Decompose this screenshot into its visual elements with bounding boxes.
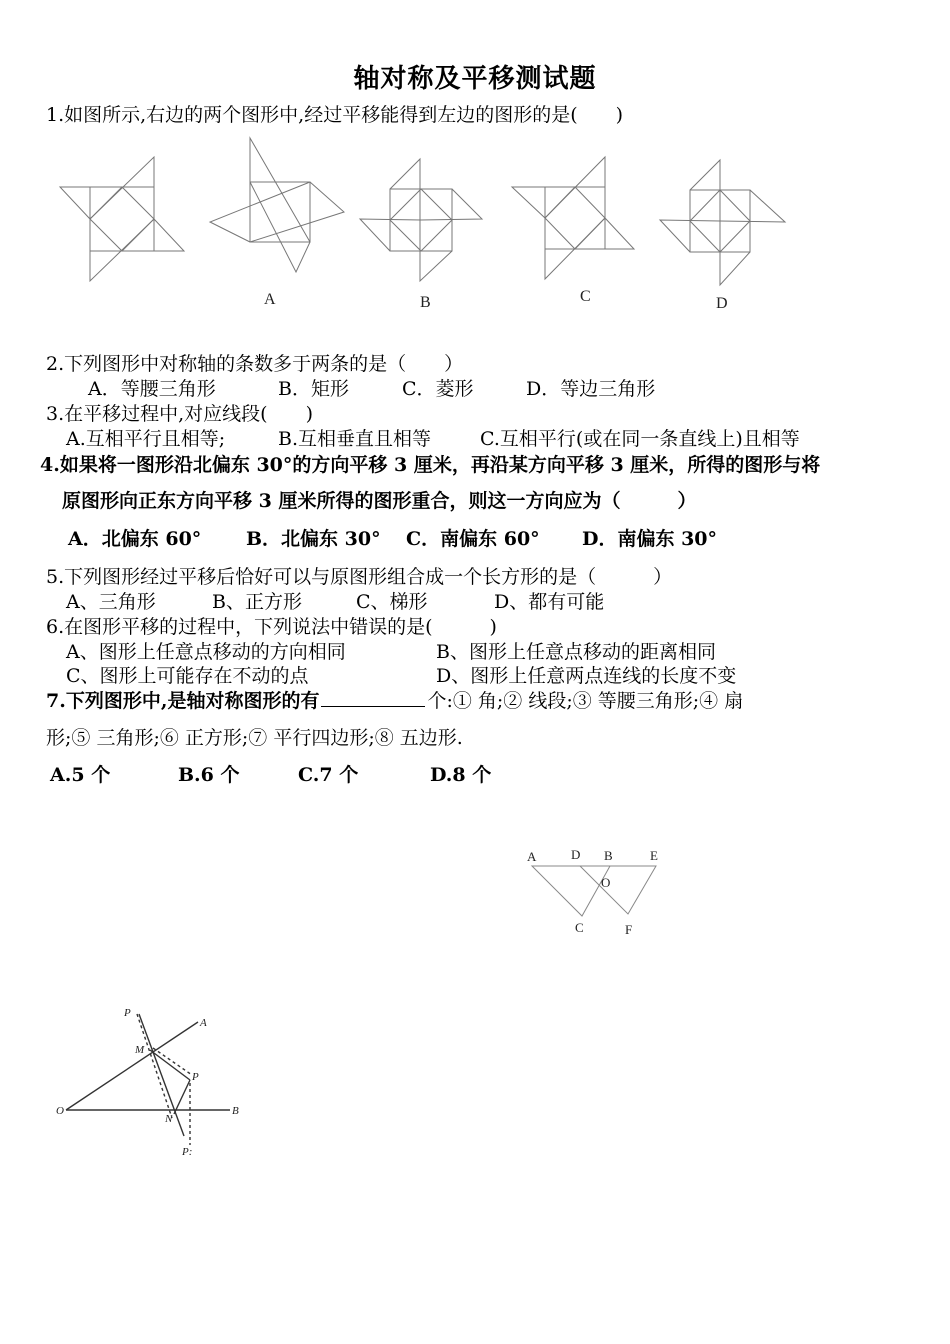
option-label-c: C — [580, 288, 591, 305]
question-7-option-d: D.8 个 — [430, 764, 492, 786]
question-4-option-c: C．南偏东 60° — [406, 528, 540, 550]
question-4-stem-line-1: 4.如果将一图形沿北偏东 30°的方向平移 3 厘米，再沿某方向平移 3 厘米，所得的图形与将 — [40, 454, 821, 476]
question-5-option-c: C、梯形 — [356, 591, 428, 613]
question-4-option-d: D．南偏东 30° — [582, 528, 718, 550]
pinwheel-option-b — [360, 159, 482, 281]
point-label-b: B — [604, 848, 613, 863]
page-title: 轴对称及平移测试题 — [353, 64, 597, 94]
triangle-translation-figure — [520, 840, 670, 940]
question-4-option-a: A．北偏东 60° — [68, 528, 202, 550]
pinwheel-original — [60, 157, 184, 281]
question-7-option-b: B.6 个 — [178, 764, 240, 786]
question-5-option-b: B、正方形 — [212, 591, 302, 613]
point-label-f: F — [625, 922, 633, 937]
point-label-n: N — [165, 1113, 173, 1125]
point-label-b-ray: B — [232, 1105, 239, 1117]
question-6-option-b: B、图形上任意点移动的距离相同 — [436, 641, 716, 663]
answer-blank[interactable] — [321, 688, 425, 707]
question-3-option-b: B.互相垂直且相等 — [278, 428, 432, 450]
point-label-m: M — [135, 1044, 145, 1056]
pinwheel-option-a — [210, 138, 344, 272]
point-label-o: O — [601, 875, 611, 890]
question-1-stem: 1.如图所示,右边的两个图形中,经过平移能得到左边的图形的是( ) — [46, 104, 624, 126]
question-4-stem-line-2: 原图形向正东方向平移 3 厘米所得的图形重合，则这一方向应为（ ） — [62, 490, 697, 512]
question-7-stem-line-1 — [46, 686, 743, 713]
question-1-figure — [0, 130, 950, 330]
question-5-stem: 5.下列图形经过平移后恰好可以与原图形组合成一个长方形的是（ ） — [46, 566, 673, 588]
pinwheel-option-d — [660, 160, 785, 285]
point-label-e: E — [650, 848, 658, 863]
question-2-option-d: D．等边三角形 — [526, 378, 656, 400]
question-2-option-c: C．菱形 — [402, 378, 474, 400]
question-6-option-a: A、图形上任意点移动的方向相同 — [66, 641, 346, 663]
question-6-option-d: D、图形上任意两点连线的长度不变 — [436, 665, 737, 687]
question-5-option-a: A、三角形 — [66, 591, 156, 613]
option-label-d: D — [716, 295, 728, 312]
point-label-c: C — [575, 920, 584, 935]
question-5-option-d: D、都有可能 — [494, 591, 605, 613]
option-label-b: B — [420, 294, 431, 311]
question-7-option-a: A.5 个 — [50, 764, 111, 786]
pinwheel-option-c — [512, 157, 634, 279]
question-3-option-c: C.互相平行(或在同一条直线上)且相等 — [480, 428, 800, 450]
question-7-stem-part-1: 7.下列图形中,是轴对称图形的有 — [46, 690, 320, 712]
question-7-stem-line-2: 形;⑤ 三角形;⑥ 正方形;⑦ 平行四边形;⑧ 五边形. — [46, 727, 463, 749]
point-label-o-vertex: O — [56, 1105, 64, 1117]
point-label-p1: P — [124, 1007, 131, 1019]
question-6-stem: 6.在图形平移的过程中，下列说法中错误的是( ) — [46, 616, 497, 638]
option-label-a: A — [264, 291, 276, 308]
question-2-option-a: A．等腰三角形 — [88, 378, 216, 400]
point-label-p2: P: — [182, 1146, 193, 1158]
question-7-option-c: C.7 个 — [298, 764, 359, 786]
question-7-stem-part-2: 个:① 角;② 线段;③ 等腰三角形;④ 扇 — [427, 690, 744, 712]
angle-reflection-figure — [50, 1000, 250, 1165]
question-2-stem: 2.下列图形中对称轴的条数多于两条的是（ ） — [46, 353, 464, 375]
point-label-a: A — [527, 849, 537, 864]
point-label-a-ray: A — [200, 1017, 207, 1029]
point-label-d: D — [571, 847, 581, 862]
question-3-option-a: A.互相平行且相等; — [66, 428, 226, 450]
question-4-option-b: B．北偏东 30° — [246, 528, 381, 550]
question-6-option-c: C、图形上可能存在不动的点 — [66, 665, 309, 687]
point-label-p: P — [192, 1071, 199, 1083]
question-3-stem: 3.在平移过程中,对应线段( ) — [46, 403, 313, 425]
question-2-option-b: B．矩形 — [278, 378, 349, 400]
